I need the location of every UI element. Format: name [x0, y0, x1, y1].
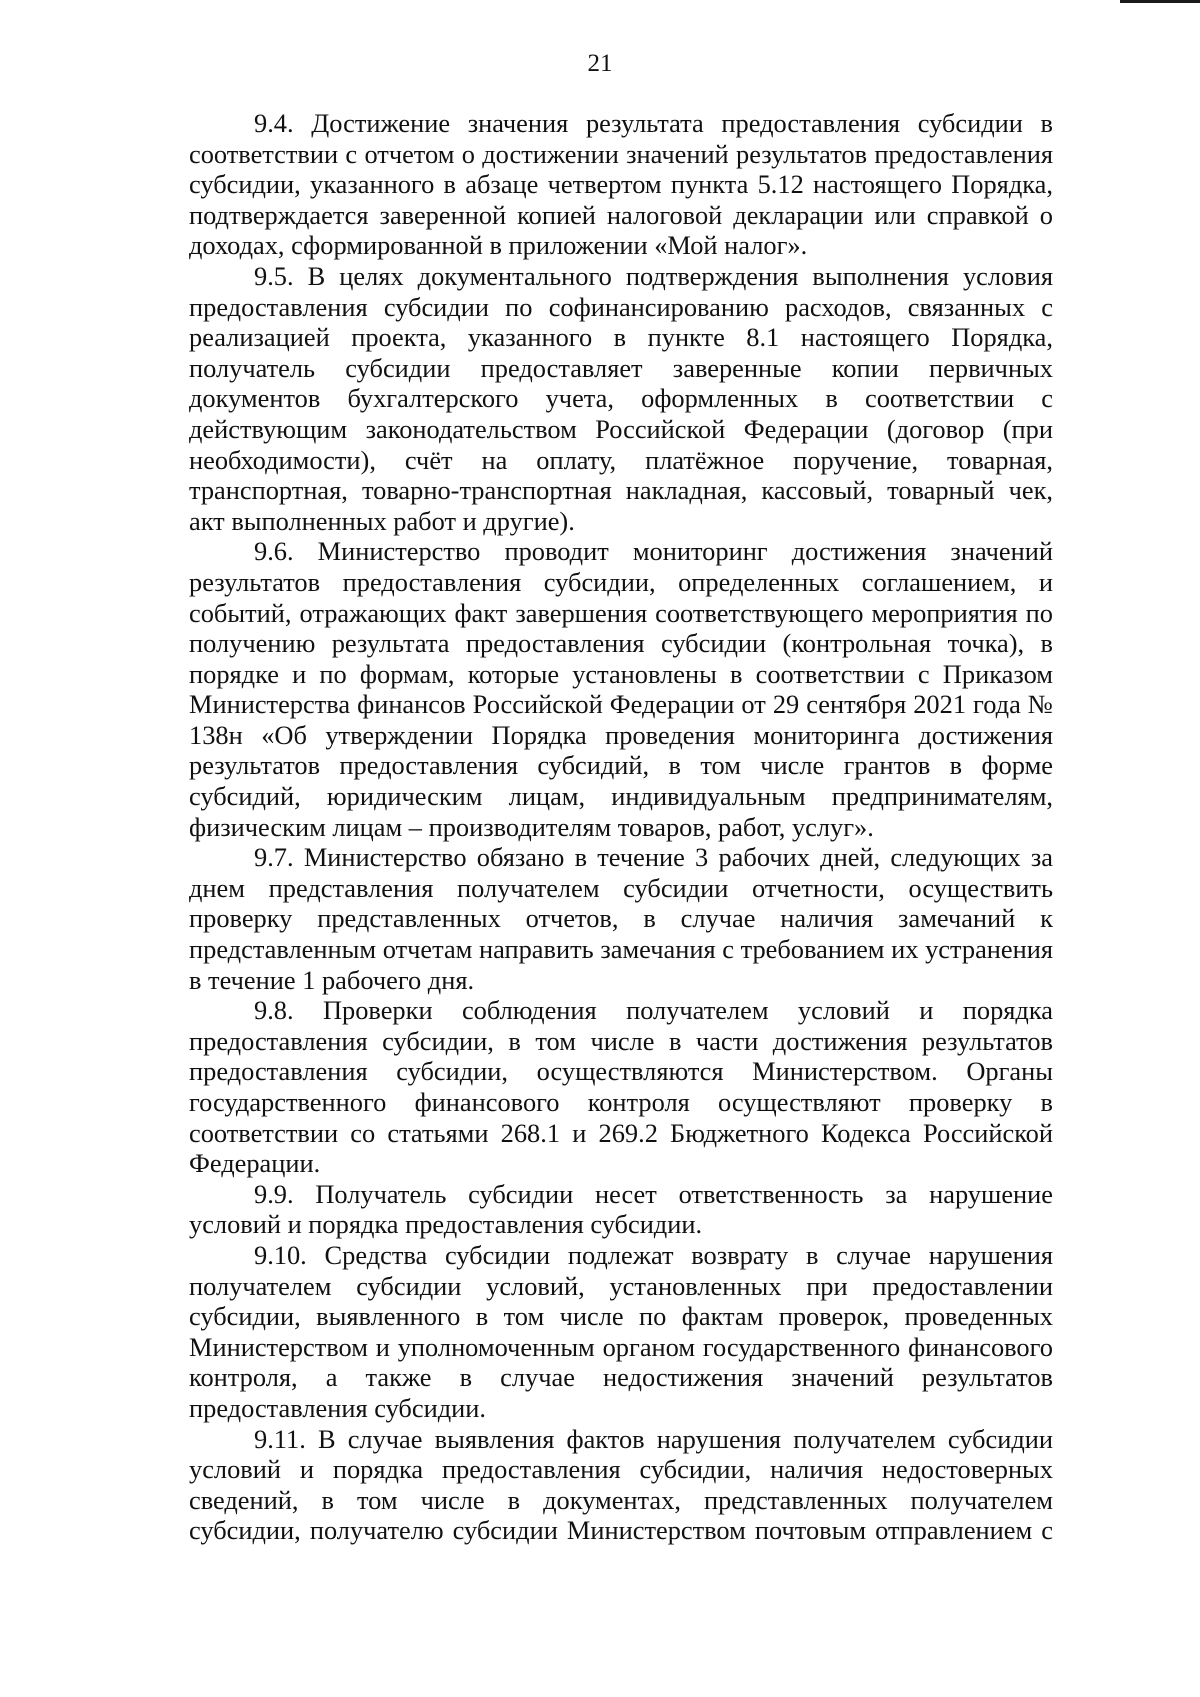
- paragraph-9-7: 9.7. Министерство обязано в течение 3 рабочих дней, следующих за днем представления получателем субсидии отчетности, осуществить проверку представленных отчетов, в случае наличия замечаний к представленным отчетам направить замечания с требованием их устранения в течение 1 рабочего дня.: [189, 842, 1053, 995]
- paragraph-9-5: 9.5. В целях документального подтверждения выполнения условия предоставления субсидии по софинансированию расходов, связанных с реализацией проекта, указанного в пункте 8.1 настоящего Порядка, получатель субсидии предоставляет заверенные копии первичных документов бухгалтерского учета, оформленных в соответствии с действующим законодательством Российской Федерации (договор (при необходимости), счёт на оплату, платёжное поручение, товарная, транспортная, товарно-транспортная накладная, кассовый, товарный чек, акт выполненных работ и другие).: [189, 260, 1053, 536]
- paragraph-9-8: 9.8. Проверки соблюдения получателем условий и порядка предоставления субсидии, в том числе в части достижения результатов предоставления субсидии, осуществляются Министерством. Органы государственного финансового контроля осуществляют проверку в соответствии со статьями 268.1 и 269.2 Бюджетного Кодекса Российской Федерации.: [189, 995, 1053, 1179]
- paragraph-9-11: 9.11. В случае выявления фактов нарушения получателем субсидии условий и порядка предоставления субсидии, наличия недостоверных сведений, в том числе в документах, представленных получателем субсидии, получателю субсидии Министерством почтовым отправлением с: [189, 1423, 1053, 1546]
- paragraph-9-6: 9.6. Министерство проводит мониторинг достижения значений результатов предоставления субсидии, определенных соглашением, и событий, отражающих факт завершения соответствующего мероприятия по получению результата предоставления субсидии (контрольная точка), в порядке и по формам, которые установлены в соответствии с Приказом Министерства финансов Российской Федерации от 29 сентября 2021 года № 138н «Об утверждении Порядка проведения мониторинга достижения результатов предоставления субсидий, в том числе грантов в форме субсидий, юридическим лицам, индивидуальным предпринимателям, физическим лицам – производителям товаров, работ, услуг».: [189, 536, 1053, 842]
- page-number: 21: [587, 50, 613, 77]
- paragraph-9-9: 9.9. Получатель субсидии несет ответственность за нарушение условий и порядка предоставления субсидии.: [189, 1178, 1053, 1240]
- paragraph-9-10: 9.10. Средства субсидии подлежат возврату в случае нарушения получателем субсидии условий, установленных при предоставлении субсидии, выявленного в том числе по фактам проверок, проведенных Министерством и уполномоченным органом государственного финансового контроля, а также в случае недостижения значений результатов предоставления субсидии.: [189, 1239, 1053, 1423]
- scan-edge-mark: [1120, 0, 1200, 3]
- paragraph-9-4: 9.4. Достижение значения результата предоставления субсидии в соответствии с отчетом о достижении значений результатов предоставления субсидии, указанного в абзаце четвертом пункта 5.12 настоящего Порядка, подтверждается заверенной копией налоговой декларации или справкой о доходах, сформированной в приложении «Мой налог».: [189, 108, 1053, 261]
- document-body: [189, 108, 1053, 1546]
